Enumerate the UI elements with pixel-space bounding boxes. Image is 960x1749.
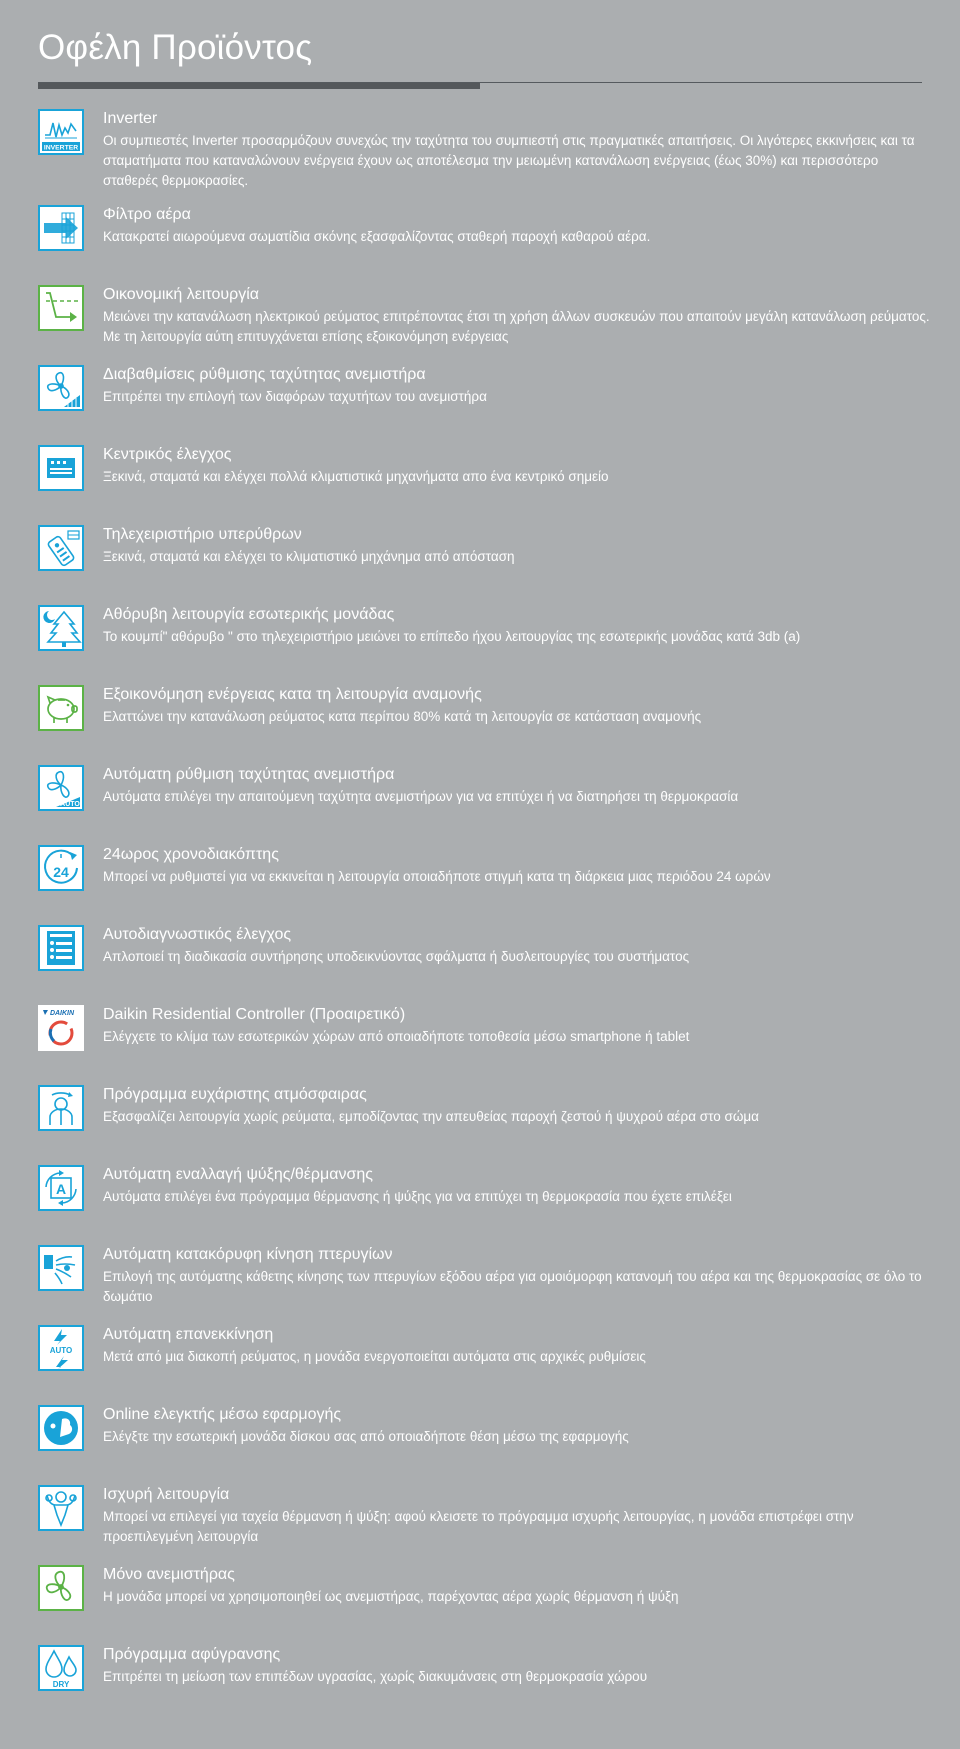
feature-item-ir-remote [38,525,922,597]
comfort-mode-icon [38,1085,84,1131]
feature-item-inverter [38,109,922,188]
feature-description: Ξεκινά, σταματά και ελέγχει το κλιματιστικό μηχάνημα από απόσταση [103,549,515,564]
feature-item-self-diagnosis [38,925,922,997]
feature-description: Το κουμπί" αθόρυβο " στο τηλεχειριστήριο μειώνει το επίπεδο ήχου λειτουργίας της εσωτερικής μονάδας κατά 3db (a) [103,629,801,644]
feature-title: Οικονομική λειτουργία [103,286,260,303]
auto-changeover-icon [38,1165,84,1211]
feature-description: Ελέγχετε το κλίμα των εσωτερικών χώρων από οποιαδήποτε τοποθεσία μέσω smartphone ή tablet [103,1029,690,1044]
feature-item-auto-fan-speed [38,765,922,837]
quiet-mode-icon [38,605,84,651]
auto-restart-icon [38,1325,84,1371]
air-filter-icon [38,205,84,251]
feature-item-24h-timer [38,845,922,917]
page-title: Οφέλη Προϊόντος [38,28,313,67]
feature-item-central-control [38,445,922,517]
feature-description: Ξεκινά, σταματά και ελέγχει πολλά κλιματιστικά μηχανήματα απο ένα κεντρικό σημείο [103,469,609,484]
feature-title: Αυτόματη επανεκκίνηση [103,1326,274,1343]
feature-item-daikin-controller [38,1005,922,1077]
feature-description: Η μονάδα μπορεί να χρησιμοποιηθεί ως ανεμιστήρας, παρέχοντας αέρα χωρίς θέρμανση ή ψύξη [103,1589,679,1604]
feature-description: Απλοποιεί τη διαδικασία συντήρησης υποδεικνύοντας σφάλματα ή δυσλειτουργίες του συστήματος [103,949,690,964]
feature-item-dry-mode [38,1645,922,1717]
timer-icon-label: 24 [53,864,69,880]
fan-speed-steps-icon [38,365,84,411]
feature-item-standby-saving [38,685,922,757]
feature-title: Κεντρικός έλεγχος [103,446,232,463]
feature-title: Διαβαθμίσεις ρύθμισης ταχύτητας ανεμιστήρα [103,366,426,383]
vertical-swing-icon [38,1245,84,1291]
feature-description: Αυτόματα επιλέγει την απαιτούμενη ταχύτητα ανεμιστήρων για να επιτύχει ή να διατηρήσει τη θερμοκρασία [103,789,739,804]
feature-title: Φίλτρο αέρα [103,206,191,223]
feature-description: Επιτρέπει τη μείωση των επιπέδων υγρασίας, χωρίς διακυμάνσεις στη θερμοκρασία χώρου [103,1669,648,1684]
feature-description: Κατακρατεί αιωρούμενα σωματίδια σκόνης εξασφαλίζοντας σταθερή παροχή καθαρού αέρα. [103,229,651,244]
powerful-mode-icon [38,1485,84,1531]
feature-item-auto-restart [38,1325,922,1397]
timer-24h-icon [38,845,84,891]
feature-description: Μειώνει την κατανάλωση ηλεκτρικού ρεύματος επιτρέποντας έτσι τη χρήση άλλων συσκευών που απαιτούν μεγάλη κατανάλωση ρεύματος. Με τη λειτουργία αύτη επιτυγχάνεται επίσης εξοικονόμηση ενέργειας [103,309,930,344]
self-diagnosis-icon [38,925,84,971]
feature-item-online-controller [38,1405,922,1477]
dry-icon-label: DRY [52,1680,70,1689]
feature-item-fan-speed-steps [38,365,922,437]
feature-title: Αθόρυβη λειτουργία εσωτερικής μονάδας [103,606,395,623]
daikin-controller-icon [38,1005,84,1051]
daikin-logo-text: DAIKIN [49,1010,75,1017]
feature-title: Αυτοδιαγνωστικός έλεγχος [103,926,292,943]
feature-title: Πρόγραμμα ευχάριστης ατμόσφαιρας [103,1086,367,1103]
feature-title: Αυτόματη ρύθμιση ταχύτητας ανεμιστήρα [103,766,395,783]
feature-item-auto-changeover [38,1165,922,1237]
feature-description: Μπορεί να επιλεγεί για ταχεία θέρμανση ή ψύξη: αφού κλεισετε το πρόγραμμα ισχυρής λειτουργίας, η μονάδα επιστρέφει στην προεπιλεγμένη λειτουργία [103,1509,854,1544]
feature-description: Ελαττώνει την κατανάλωση ρεύματος κατα περίπου 80% κατά τη λειτουργία σε κατάσταση αναμονής [103,709,702,724]
feature-title: Αυτόματη κατακόρυφη κίνηση πτερυγίων [103,1246,393,1263]
feature-description: Οι συμπιεστές Inverter προσαρμόζουν συνεχώς την ταχύτητα του συμπιεστή στις πραγματικές απαιτήσεις. Οι λιγότερες εκκινήσεις και τα σταματήματα που καταναλώνουν ενέργεια έχουν ως αποτέλεσμα την μειωμένη κατανάλωση ενέργειας (έως 30%) και περισσότερο σταθερές θερμοκρασίες. [103,133,915,188]
inverter-icon-label: INVERTER [43,144,79,152]
ir-remote-icon [38,525,84,571]
fan-only-icon [38,1565,84,1611]
feature-title: Ισχυρή λειτουργία [103,1486,230,1503]
auto-fan-icon-label: AUTO [60,801,80,808]
auto-restart-icon-label: AUTO [49,1346,73,1355]
feature-item-vertical-swing [38,1245,922,1317]
inverter-icon [38,109,84,155]
feature-title: Εξοικονόμηση ενέργειας κατα τη λειτουργία αναμονής [103,686,482,703]
piggy-bank-icon [38,685,84,731]
feature-title: Πρόγραμμα αφύγρανσης [103,1646,281,1663]
feature-description: Επιτρέπει την επιλογή των διαφόρων ταχυτήτων του ανεμιστήρα [103,389,487,404]
feature-title: Τηλεχειριστήριο υπερύθρων [103,526,302,543]
feature-title: Daikin Residential Controller (Προαιρετικό) [103,1006,406,1023]
feature-item-quiet-mode [38,605,922,677]
feature-description: Μετά από μια διακοπή ρεύματος, η μονάδα ενεργοποιείται αυτόματα στις αρχικές ρυθμίσεις [103,1349,646,1364]
online-controller-icon [38,1405,84,1451]
feature-item-fan-only [38,1565,922,1637]
feature-description: Μπορεί να ρυθμιστεί για να εκκινείται η λειτουργία οποιαδήποτε στιγμή κατα τη διάρκεια μιας περιόδου 24 ωρών [103,869,771,884]
feature-title: Μόνο ανεμιστήρας [103,1566,235,1583]
economy-mode-icon [38,285,84,331]
feature-description: Αυτόματα επιλέγει ένα πρόγραμμα θέρμανσης ή ψύξης για να επιτύχει τη θερμοκρασία που έχετε επιλέξει [103,1189,732,1204]
feature-description: Επιλογή της αυτόματης κάθετης κίνησης των πτερυγίων εξόδου αέρα για ομοιόμορφη κατανομή του αέρα και της θερμοκρασίας σε όλο το δωμάτιο [103,1269,922,1304]
feature-title: Online ελεγκτής μέσω εφαρμογής [103,1406,342,1423]
feature-item-air-filter [38,205,922,277]
feature-title: Inverter [103,110,158,127]
feature-title: Αυτόματη εναλλαγή ψύξης/θέρμανσης [103,1166,373,1183]
feature-item-economy-mode [38,285,930,357]
auto-changeover-icon-label: A [55,1181,67,1197]
feature-item-powerful-mode [38,1485,922,1557]
feature-description: Ελέγξτε την εσωτερική μονάδα δίσκου σας από οποιαδήποτε θέση μέσω της εφαρμογής [103,1429,629,1444]
feature-title: 24ωρος χρονοδιακόπτης [103,846,279,863]
feature-description: Εξασφαλίζει λειτουργία χωρίς ρεύματα, εμποδίζοντας την απευθείας παροχή ζεστού ή ψυχρού αέρα στο σώμα [103,1109,759,1124]
central-control-icon [38,445,84,491]
feature-item-comfort-mode [38,1085,922,1157]
dry-mode-icon [38,1645,84,1691]
auto-fan-icon [38,765,84,811]
